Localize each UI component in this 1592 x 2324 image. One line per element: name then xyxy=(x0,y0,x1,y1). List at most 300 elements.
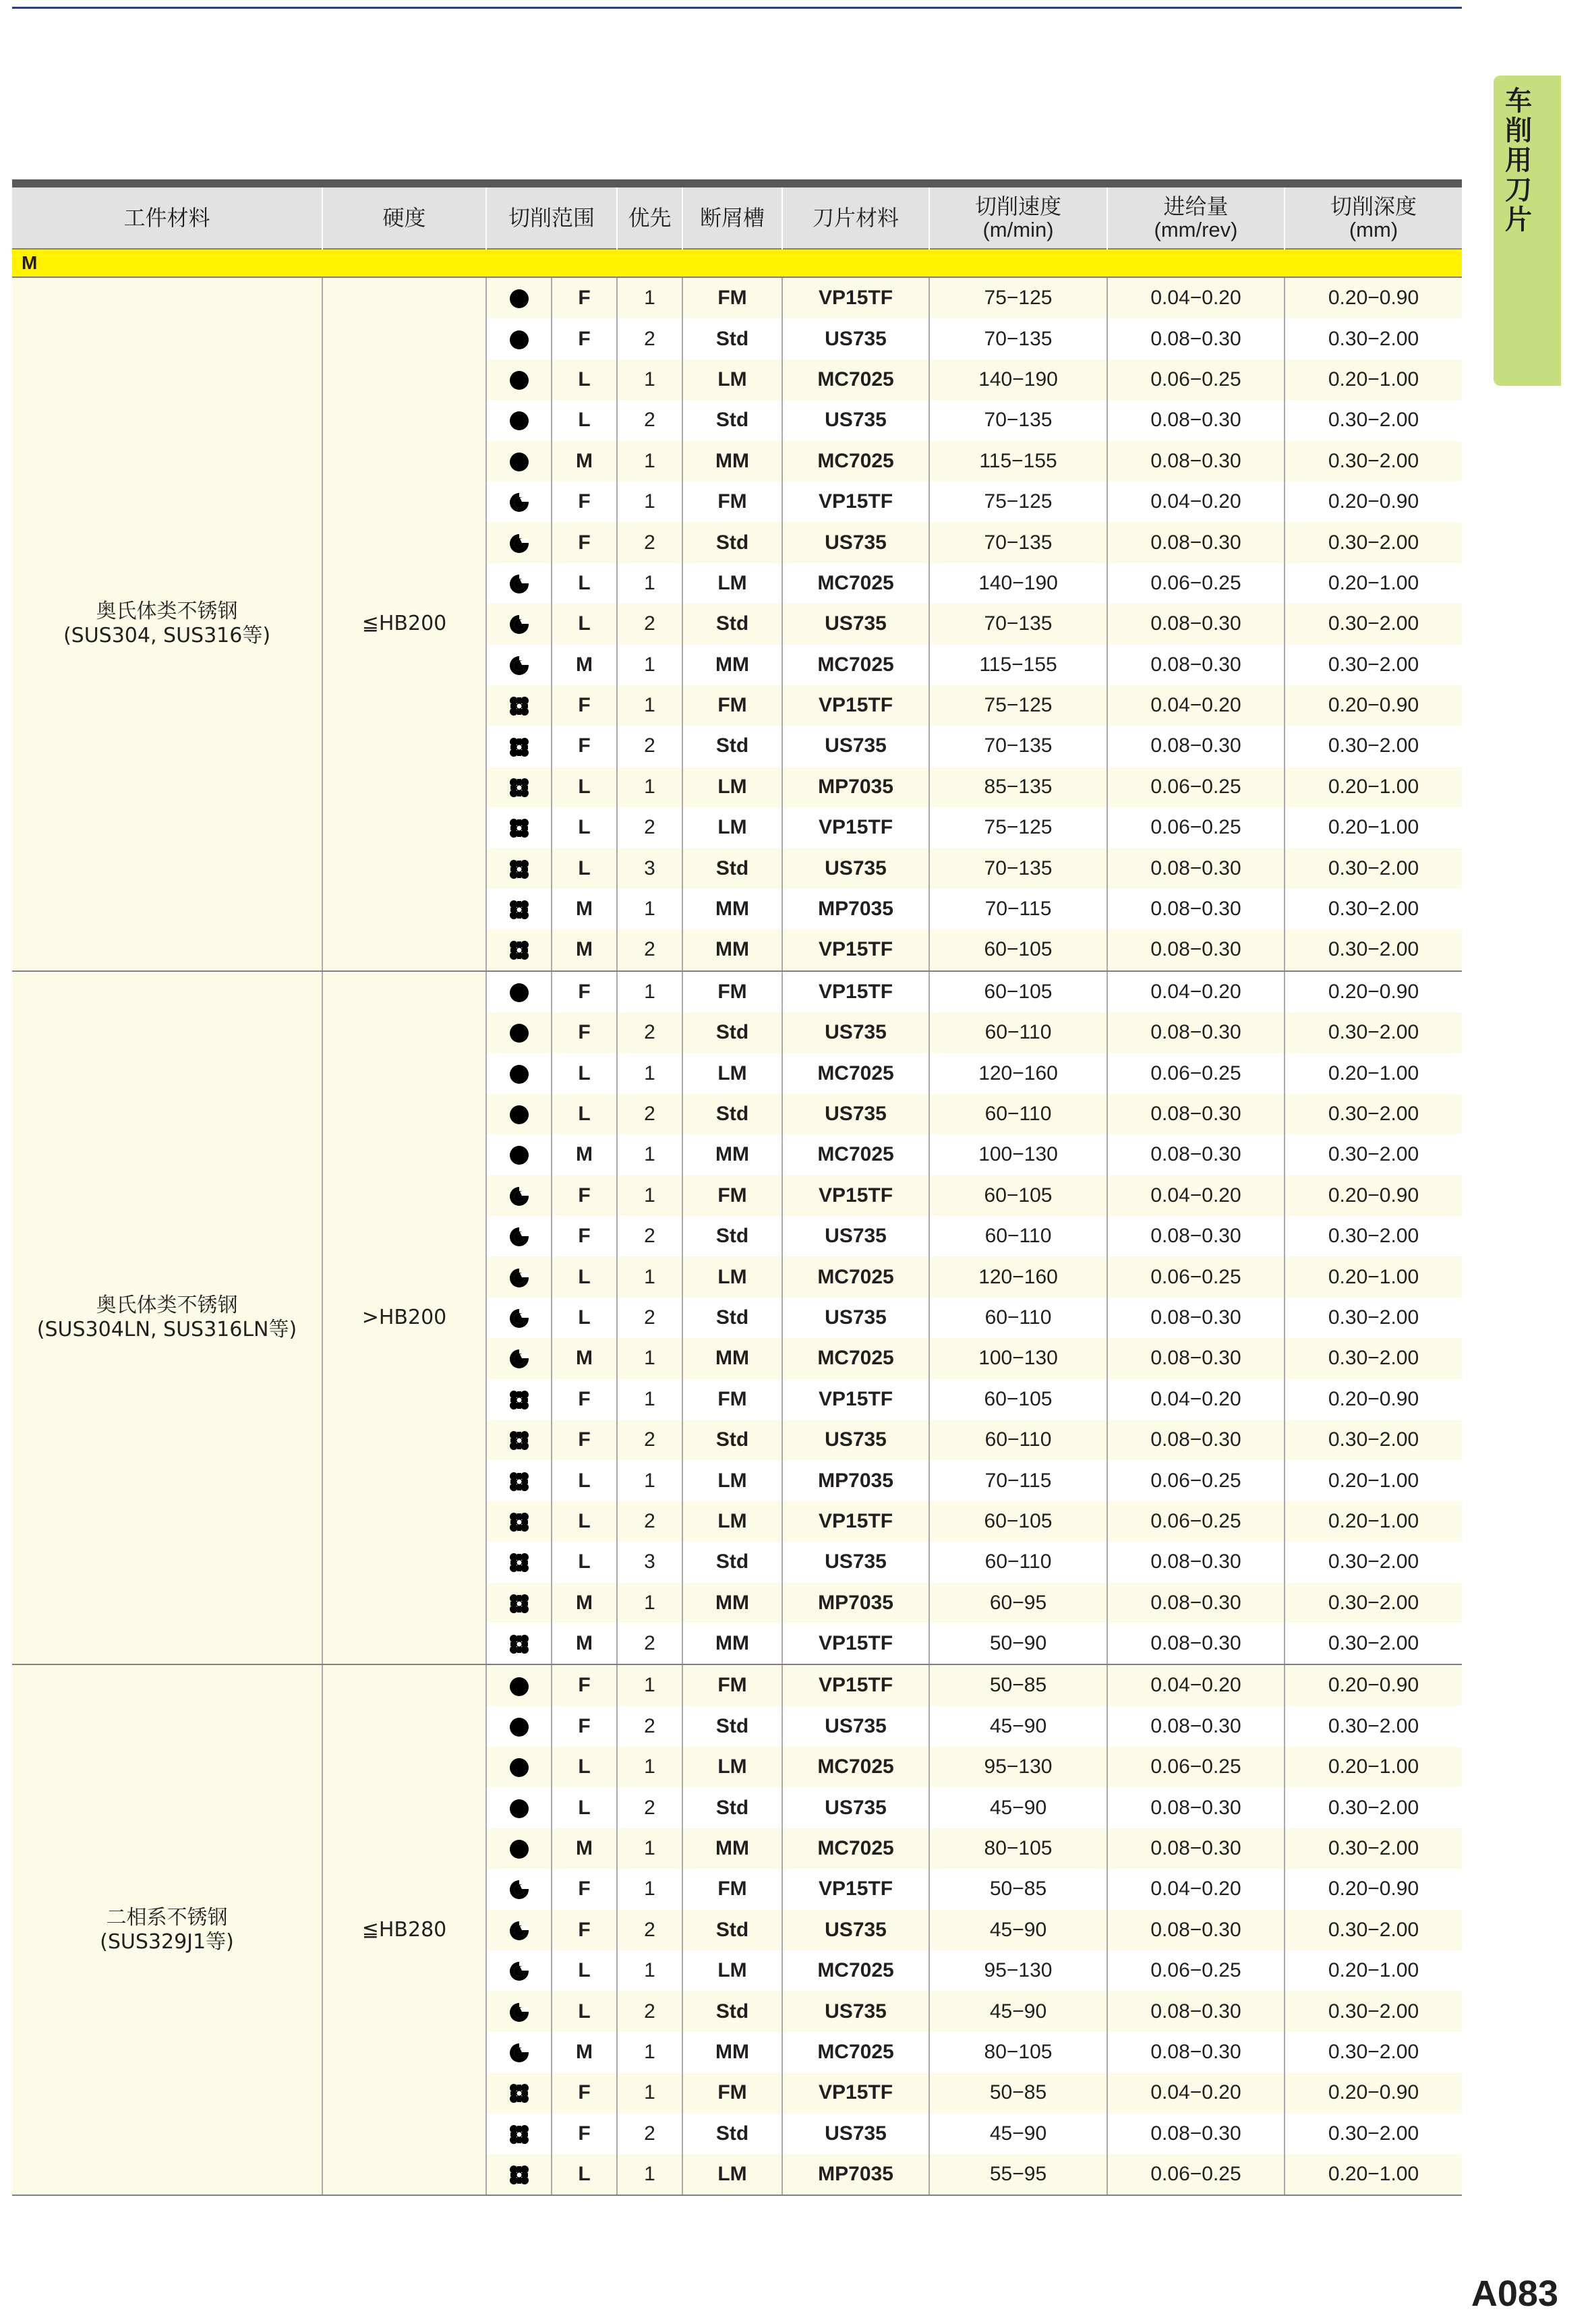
chip-breaker-cell: MM xyxy=(682,441,782,482)
depth-cell: 0.30−2.00 xyxy=(1285,1338,1462,1378)
cutting-speed-cell: 60−110 xyxy=(929,1094,1107,1134)
cutting-range-icon-cell xyxy=(486,807,552,848)
range-code-cell: F xyxy=(552,1012,617,1053)
depth-cell: 0.30−2.00 xyxy=(1285,1134,1462,1175)
feed-cell: 0.04−0.20 xyxy=(1107,1379,1285,1420)
grade-cell: MC7025 xyxy=(782,359,929,400)
depth-cell: 0.20−0.90 xyxy=(1285,685,1462,726)
cutting-range-icon-cell xyxy=(486,1828,552,1869)
cutting-range-icon-cell xyxy=(486,2032,552,2072)
grade-cell: VP15TF xyxy=(782,2072,929,2113)
chip-breaker-cell: Std xyxy=(682,2114,782,2154)
cutting-speed-cell: 70−115 xyxy=(929,889,1107,929)
range-code-cell: L xyxy=(552,1094,617,1134)
feed-cell: 0.06−0.25 xyxy=(1107,1256,1285,1297)
cutting-range-icon-cell xyxy=(486,767,552,807)
feed-cell: 0.06−0.25 xyxy=(1107,359,1285,400)
cutting-speed-cell: 45−90 xyxy=(929,1991,1107,2031)
header-depth: 切削深度 (mm) xyxy=(1285,187,1462,249)
feed-cell: 0.08−0.30 xyxy=(1107,1910,1285,1950)
grade-cell: VP15TF xyxy=(782,929,929,970)
cross-circle-icon xyxy=(508,939,530,961)
cutting-speed-cell: 70−135 xyxy=(929,318,1107,359)
depth-cell: 0.30−2.00 xyxy=(1285,1542,1462,1582)
chip-breaker-cell: FM xyxy=(682,482,782,522)
chip-breaker-cell: MM xyxy=(682,1338,782,1378)
feed-cell: 0.08−0.30 xyxy=(1107,2114,1285,2154)
cutting-range-icon-cell xyxy=(486,1420,552,1460)
grade-cell: US735 xyxy=(782,1298,929,1338)
notched-circle-icon xyxy=(508,1186,530,1207)
cutting-range-icon-cell xyxy=(486,1012,552,1053)
full-circle-icon xyxy=(508,1757,530,1778)
full-circle-icon xyxy=(508,982,530,1004)
chip-breaker-cell: LM xyxy=(682,1950,782,1991)
range-code-cell: L xyxy=(552,1460,617,1501)
cutting-speed-cell: 50−85 xyxy=(929,2072,1107,2113)
depth-cell: 0.30−2.00 xyxy=(1285,645,1462,685)
depth-cell: 0.30−2.00 xyxy=(1285,1216,1462,1256)
depth-cell: 0.20−1.00 xyxy=(1285,1460,1462,1501)
cutting-range-icon-cell xyxy=(486,1542,552,1582)
range-code-cell: M xyxy=(552,1583,617,1623)
grade-cell: MC7025 xyxy=(782,1828,929,1869)
depth-cell: 0.30−2.00 xyxy=(1285,318,1462,359)
depth-cell: 0.20−0.90 xyxy=(1285,1664,1462,1706)
chip-breaker-cell: MM xyxy=(682,929,782,970)
feed-cell: 0.06−0.25 xyxy=(1107,563,1285,604)
chip-breaker-cell: FM xyxy=(682,1869,782,1909)
cutting-range-icon-cell xyxy=(486,359,552,400)
feed-cell: 0.06−0.25 xyxy=(1107,1501,1285,1542)
range-code-cell: M xyxy=(552,1338,617,1378)
feed-cell: 0.06−0.25 xyxy=(1107,807,1285,848)
cutting-range-icon-cell xyxy=(486,2114,552,2154)
feed-cell: 0.08−0.30 xyxy=(1107,1134,1285,1175)
range-code-cell: F xyxy=(552,1379,617,1420)
cutting-speed-cell: 115−155 xyxy=(929,645,1107,685)
priority-cell: 2 xyxy=(617,1094,682,1134)
chip-breaker-cell: LM xyxy=(682,1053,782,1093)
material-line: (SUS329J1等) xyxy=(100,1929,234,1954)
table-row xyxy=(12,1664,1462,1706)
chip-breaker-cell: FM xyxy=(682,971,782,1012)
workpiece-material-cell xyxy=(12,1664,322,2195)
full-circle-icon xyxy=(508,1064,530,1085)
chip-breaker-cell: Std xyxy=(682,1910,782,1950)
priority-cell: 2 xyxy=(617,929,682,970)
full-circle-icon xyxy=(508,288,530,310)
cutting-range-icon-cell xyxy=(486,645,552,685)
feed-cell: 0.06−0.25 xyxy=(1107,1950,1285,1991)
range-code-cell: M xyxy=(552,929,617,970)
cross-circle-icon xyxy=(508,859,530,880)
feed-cell: 0.06−0.25 xyxy=(1107,2154,1285,2195)
priority-cell: 1 xyxy=(617,971,682,1012)
grade-cell: VP15TF xyxy=(782,1501,929,1542)
priority-cell: 1 xyxy=(617,645,682,685)
priority-cell: 2 xyxy=(617,1501,682,1542)
cross-circle-icon xyxy=(508,817,530,839)
depth-cell: 0.20−1.00 xyxy=(1285,807,1462,848)
feed-cell: 0.04−0.20 xyxy=(1107,2072,1285,2113)
cutting-speed-cell: 60−110 xyxy=(929,1420,1107,1460)
grade-cell: VP15TF xyxy=(782,1379,929,1420)
priority-cell: 1 xyxy=(617,1134,682,1175)
cutting-range-icon-cell xyxy=(486,604,552,644)
range-code-cell: L xyxy=(552,1501,617,1542)
feed-cell: 0.04−0.20 xyxy=(1107,482,1285,522)
feed-cell: 0.08−0.30 xyxy=(1107,1094,1285,1134)
top-rule xyxy=(12,7,1462,9)
range-code-cell: L xyxy=(552,359,617,400)
chip-breaker-cell: MM xyxy=(682,1623,782,1664)
range-code-cell: L xyxy=(552,1298,617,1338)
grade-cell: VP15TF xyxy=(782,1664,929,1706)
table-row xyxy=(12,971,1462,1012)
range-code-cell: F xyxy=(552,685,617,726)
cross-circle-icon xyxy=(508,1511,530,1533)
feed-cell: 0.08−0.30 xyxy=(1107,1298,1285,1338)
grade-cell: MC7025 xyxy=(782,1747,929,1787)
grade-cell: VP15TF xyxy=(782,971,929,1012)
table-row xyxy=(12,277,1462,318)
depth-cell: 0.30−2.00 xyxy=(1285,2032,1462,2072)
material-line: 二相系不锈钢 xyxy=(106,1905,228,1929)
cutting-speed-cell: 75−125 xyxy=(929,807,1107,848)
range-code-cell: F xyxy=(552,726,617,766)
header-grade: 刀片材料 xyxy=(782,187,929,249)
notched-circle-icon xyxy=(508,614,530,635)
priority-cell: 2 xyxy=(617,807,682,848)
notched-circle-icon xyxy=(508,655,530,676)
workpiece-material-cell xyxy=(12,971,322,1665)
cutting-speed-cell: 60−110 xyxy=(929,1298,1107,1338)
priority-cell: 3 xyxy=(617,848,682,888)
depth-cell: 0.30−2.00 xyxy=(1285,1420,1462,1460)
grade-cell: US735 xyxy=(782,400,929,440)
hardness-cell: >HB200 xyxy=(322,971,486,1665)
chip-breaker-cell: LM xyxy=(682,359,782,400)
cutting-range-icon-cell xyxy=(486,1501,552,1542)
cutting-speed-cell: 70−135 xyxy=(929,522,1107,562)
range-code-cell: F xyxy=(552,971,617,1012)
grade-cell: US735 xyxy=(782,1991,929,2031)
priority-cell: 1 xyxy=(617,2032,682,2072)
depth-cell: 0.30−2.00 xyxy=(1285,726,1462,766)
material-line: (SUS304LN, SUS316LN等) xyxy=(36,1317,297,1341)
cutting-range-icon-cell xyxy=(486,400,552,440)
notched-circle-icon xyxy=(508,1348,530,1370)
priority-cell: 1 xyxy=(617,1256,682,1297)
chip-breaker-cell: FM xyxy=(682,1175,782,1216)
hardness-cell: ≦HB200 xyxy=(322,277,486,971)
chip-breaker-cell: Std xyxy=(682,1991,782,2031)
range-code-cell: F xyxy=(552,1664,617,1706)
priority-cell: 1 xyxy=(617,1950,682,1991)
depth-cell: 0.30−2.00 xyxy=(1285,1910,1462,1950)
grade-cell: MC7025 xyxy=(782,1053,929,1093)
chip-breaker-cell: LM xyxy=(682,1747,782,1787)
cutting-speed-cell: 80−105 xyxy=(929,1828,1107,1869)
grade-cell: MP7035 xyxy=(782,889,929,929)
full-circle-icon xyxy=(508,1144,530,1166)
range-code-cell: F xyxy=(552,318,617,359)
depth-cell: 0.20−0.90 xyxy=(1285,482,1462,522)
cutting-range-icon-cell xyxy=(486,848,552,888)
priority-cell: 2 xyxy=(617,1910,682,1950)
cutting-range-icon-cell xyxy=(486,1338,552,1378)
feed-cell: 0.08−0.30 xyxy=(1107,604,1285,644)
depth-cell: 0.20−0.90 xyxy=(1285,277,1462,318)
feed-cell: 0.04−0.20 xyxy=(1107,1869,1285,1909)
notched-circle-icon xyxy=(508,1960,530,1982)
chip-breaker-cell: LM xyxy=(682,767,782,807)
chip-breaker-cell: LM xyxy=(682,1256,782,1297)
cross-circle-icon xyxy=(508,1389,530,1411)
cross-circle-icon xyxy=(508,1552,530,1573)
grade-cell: MP7035 xyxy=(782,2154,929,2195)
cutting-speed-cell: 50−85 xyxy=(929,1869,1107,1909)
table-body xyxy=(12,277,1462,2195)
chip-breaker-cell: Std xyxy=(682,1298,782,1338)
cutting-range-icon-cell xyxy=(486,1869,552,1909)
cutting-range-icon-cell xyxy=(486,1787,552,1828)
priority-cell: 1 xyxy=(617,1583,682,1623)
cutting-range-icon-cell xyxy=(486,1991,552,2031)
grade-cell: US735 xyxy=(782,1012,929,1053)
cutting-speed-cell: 45−90 xyxy=(929,2114,1107,2154)
depth-cell: 0.20−0.90 xyxy=(1285,1175,1462,1216)
depth-cell: 0.30−2.00 xyxy=(1285,522,1462,562)
priority-cell: 1 xyxy=(617,1175,682,1216)
cutting-range-icon-cell xyxy=(486,1379,552,1420)
cutting-speed-cell: 70−135 xyxy=(929,726,1107,766)
priority-cell: 2 xyxy=(617,1216,682,1256)
chip-breaker-cell: LM xyxy=(682,807,782,848)
grade-cell: MC7025 xyxy=(782,645,929,685)
feed-cell: 0.08−0.30 xyxy=(1107,400,1285,440)
feed-cell: 0.08−0.30 xyxy=(1107,645,1285,685)
cutting-range-icon-cell xyxy=(486,1747,552,1787)
range-code-cell: L xyxy=(552,767,617,807)
depth-cell: 0.20−1.00 xyxy=(1285,1747,1462,1787)
notched-circle-icon xyxy=(508,492,530,513)
cutting-speed-cell: 95−130 xyxy=(929,1747,1107,1787)
range-code-cell: L xyxy=(552,1950,617,1991)
cross-circle-icon xyxy=(508,736,530,758)
depth-cell: 0.30−2.00 xyxy=(1285,1991,1462,2031)
range-code-cell: F xyxy=(552,1910,617,1950)
feed-cell: 0.08−0.30 xyxy=(1107,929,1285,970)
depth-cell: 0.30−2.00 xyxy=(1285,2114,1462,2154)
feed-cell: 0.08−0.30 xyxy=(1107,1623,1285,1664)
chip-breaker-cell: Std xyxy=(682,604,782,644)
range-code-cell: L xyxy=(552,1787,617,1828)
full-circle-icon xyxy=(508,1798,530,1820)
depth-cell: 0.20−1.00 xyxy=(1285,767,1462,807)
cutting-speed-cell: 75−125 xyxy=(929,482,1107,522)
priority-cell: 1 xyxy=(617,359,682,400)
range-code-cell: M xyxy=(552,889,617,929)
cross-circle-icon xyxy=(508,2083,530,2104)
range-code-cell: M xyxy=(552,441,617,482)
priority-cell: 1 xyxy=(617,482,682,522)
chip-breaker-cell: MM xyxy=(682,645,782,685)
grade-cell: VP15TF xyxy=(782,482,929,522)
chip-breaker-cell: Std xyxy=(682,1420,782,1460)
priority-cell: 1 xyxy=(617,1828,682,1869)
grade-cell: US735 xyxy=(782,318,929,359)
full-circle-icon xyxy=(508,1022,530,1044)
cutting-range-icon-cell xyxy=(486,1094,552,1134)
feed-cell: 0.04−0.20 xyxy=(1107,1664,1285,1706)
chip-breaker-cell: FM xyxy=(682,1379,782,1420)
cutting-speed-cell: 75−125 xyxy=(929,685,1107,726)
priority-cell: 1 xyxy=(617,1869,682,1909)
priority-cell: 2 xyxy=(617,1420,682,1460)
range-code-cell: F xyxy=(552,1706,617,1747)
full-circle-icon xyxy=(508,1716,530,1738)
header-feed: 进给量 (mm/rev) xyxy=(1107,187,1285,249)
cutting-speed-cell: 95−130 xyxy=(929,1950,1107,1991)
cutting-speed-cell: 60−105 xyxy=(929,929,1107,970)
feed-cell: 0.06−0.25 xyxy=(1107,1747,1285,1787)
priority-cell: 2 xyxy=(617,1787,682,1828)
depth-cell: 0.30−2.00 xyxy=(1285,1298,1462,1338)
notched-circle-icon xyxy=(508,533,530,554)
full-circle-icon xyxy=(508,1104,530,1126)
cutting-speed-cell: 70−115 xyxy=(929,1460,1107,1501)
cutting-speed-cell: 55−95 xyxy=(929,2154,1107,2195)
range-code-cell: L xyxy=(552,1747,617,1787)
priority-cell: 2 xyxy=(617,1991,682,2031)
cutting-range-icon-cell xyxy=(486,1706,552,1747)
priority-cell: 1 xyxy=(617,1664,682,1706)
header-priority: 优先 xyxy=(617,187,682,249)
chip-breaker-cell: Std xyxy=(682,1542,782,1582)
cutting-speed-cell: 100−130 xyxy=(929,1134,1107,1175)
cutting-range-icon-cell xyxy=(486,318,552,359)
priority-cell: 1 xyxy=(617,2154,682,2195)
grade-cell: US735 xyxy=(782,2114,929,2154)
priority-cell: 1 xyxy=(617,1053,682,1093)
notched-circle-icon xyxy=(508,1920,530,1942)
priority-cell: 2 xyxy=(617,522,682,562)
notched-circle-icon xyxy=(508,1226,530,1248)
chip-breaker-cell: Std xyxy=(682,1094,782,1134)
range-code-cell: L xyxy=(552,2154,617,2195)
header-chip-breaker: 断屑槽 xyxy=(682,187,782,249)
cutting-speed-cell: 70−135 xyxy=(929,400,1107,440)
depth-cell: 0.30−2.00 xyxy=(1285,1094,1462,1134)
cutting-range-icon-cell xyxy=(486,441,552,482)
grade-cell: MC7025 xyxy=(782,563,929,604)
priority-cell: 2 xyxy=(617,1298,682,1338)
feed-cell: 0.08−0.30 xyxy=(1107,1828,1285,1869)
grade-cell: US735 xyxy=(782,1787,929,1828)
depth-cell: 0.30−2.00 xyxy=(1285,1623,1462,1664)
notched-circle-icon xyxy=(508,2002,530,2023)
grade-cell: MC7025 xyxy=(782,1256,929,1297)
cutting-range-icon-cell xyxy=(486,1256,552,1297)
feed-cell: 0.08−0.30 xyxy=(1107,726,1285,766)
cutting-range-icon-cell xyxy=(486,522,552,562)
cutting-speed-cell: 75−125 xyxy=(929,277,1107,318)
cross-circle-icon xyxy=(508,695,530,717)
cutting-speed-cell: 100−130 xyxy=(929,1338,1107,1378)
range-code-cell: F xyxy=(552,1420,617,1460)
cutting-speed-cell: 140−190 xyxy=(929,359,1107,400)
depth-cell: 0.30−2.00 xyxy=(1285,889,1462,929)
feed-cell: 0.08−0.30 xyxy=(1107,1012,1285,1053)
table-header-row xyxy=(12,187,1462,249)
chip-breaker-cell: MM xyxy=(682,1134,782,1175)
side-tab-label: 车削用刀片 xyxy=(1505,86,1532,235)
range-code-cell: L xyxy=(552,807,617,848)
chip-breaker-cell: MM xyxy=(682,1583,782,1623)
cross-circle-icon xyxy=(508,1471,530,1492)
cross-circle-icon xyxy=(508,777,530,798)
grade-cell: VP15TF xyxy=(782,1869,929,1909)
feed-cell: 0.06−0.25 xyxy=(1107,767,1285,807)
cutting-range-icon-cell xyxy=(486,1134,552,1175)
range-code-cell: L xyxy=(552,848,617,888)
cutting-range-icon-cell xyxy=(486,726,552,766)
cutting-range-icon-cell xyxy=(486,1664,552,1706)
grade-cell: VP15TF xyxy=(782,685,929,726)
priority-cell: 3 xyxy=(617,1542,682,1582)
cutting-range-icon-cell xyxy=(486,929,552,970)
material-line: (SUS304, SUS316等) xyxy=(63,624,271,648)
cutting-range-icon-cell xyxy=(486,2072,552,2113)
chip-breaker-cell: MM xyxy=(682,889,782,929)
cutting-range-icon-cell xyxy=(486,1216,552,1256)
full-circle-icon xyxy=(508,1676,530,1697)
grade-cell: MC7025 xyxy=(782,2032,929,2072)
chip-breaker-cell: FM xyxy=(682,685,782,726)
priority-cell: 2 xyxy=(617,2114,682,2154)
cross-circle-icon xyxy=(508,2164,530,2186)
range-code-cell: F xyxy=(552,482,617,522)
range-code-cell: F xyxy=(552,2114,617,2154)
chip-breaker-cell: Std xyxy=(682,400,782,440)
priority-cell: 2 xyxy=(617,1623,682,1664)
range-code-cell: M xyxy=(552,2032,617,2072)
grade-cell: US735 xyxy=(782,1910,929,1950)
depth-cell: 0.30−2.00 xyxy=(1285,848,1462,888)
full-circle-icon xyxy=(508,451,530,473)
grade-cell: VP15TF xyxy=(782,1175,929,1216)
cutting-range-icon-cell xyxy=(486,1053,552,1093)
grade-cell: MC7025 xyxy=(782,1134,929,1175)
priority-cell: 1 xyxy=(617,1747,682,1787)
feed-cell: 0.08−0.30 xyxy=(1107,848,1285,888)
cutting-speed-cell: 120−160 xyxy=(929,1256,1107,1297)
cutting-speed-cell: 60−110 xyxy=(929,1216,1107,1256)
cutting-conditions-table xyxy=(12,187,1462,2196)
feed-cell: 0.06−0.25 xyxy=(1107,1460,1285,1501)
depth-cell: 0.20−1.00 xyxy=(1285,2154,1462,2195)
chip-breaker-cell: LM xyxy=(682,1501,782,1542)
cutting-speed-cell: 45−90 xyxy=(929,1706,1107,1747)
depth-cell: 0.30−2.00 xyxy=(1285,604,1462,644)
header-cutting-speed: 切削速度 (m/min) xyxy=(929,187,1107,249)
chip-breaker-cell: FM xyxy=(682,1664,782,1706)
feed-cell: 0.08−0.30 xyxy=(1107,1706,1285,1747)
material-line: 奥氏体类不锈钢 xyxy=(96,600,238,624)
cutting-range-icon-cell xyxy=(486,1910,552,1950)
